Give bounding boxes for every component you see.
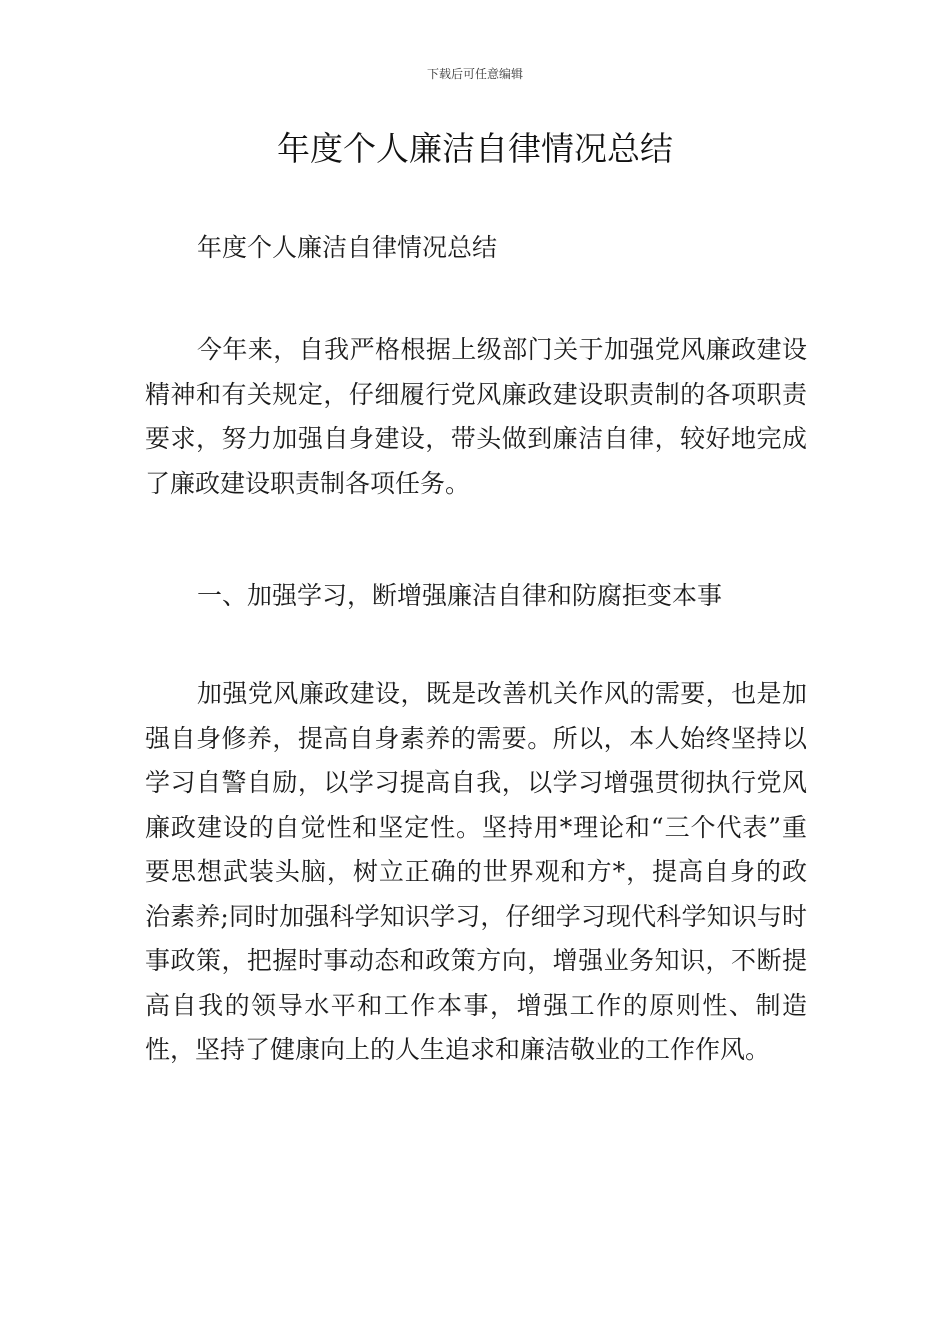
section-heading-1: 一、加强学习，断增强廉洁自律和防腐拒变本事	[197, 581, 723, 610]
header-note: 下载后可任意编辑	[426, 67, 523, 81]
subtitle-paragraph: 年度个人廉洁自律情况总结	[197, 233, 498, 262]
intro-paragraph: 今年来，自我严格根据上级部门关于加强党风廉政建设精神和有关规定，仔细履行党风廉政建设职责制的各项职责要求，努力加强自身建设，带头做到廉洁自律，较好地完成了廉政建设职责制各项任务。	[145, 335, 807, 498]
document-title: 年度个人廉洁自律情况总结	[277, 129, 673, 168]
section-1-paragraph: 加强党风廉政建设，既是改善机关作风的需要，也是加强自身修养，提高自身素养的需要。所以，本人始终坚持以学习自警自励，以学习提高自我，以学习增强贯彻执行党风廉政建设的自觉性和坚定性。坚持用*理论和“三个代表”重要思想武装头脑，树立正确的世界观和方*，提高自身的政治素养;同时加强科学知识学习，仔细学习现代科学知识与时事政策，把握时事动态和政策方向，增强业务知识，不断提高自我的领导水平和工作本事，增强工作的原则性、制造性，坚持了健康向上的人生追求和廉洁敬业的工作作风。	[145, 679, 807, 1064]
